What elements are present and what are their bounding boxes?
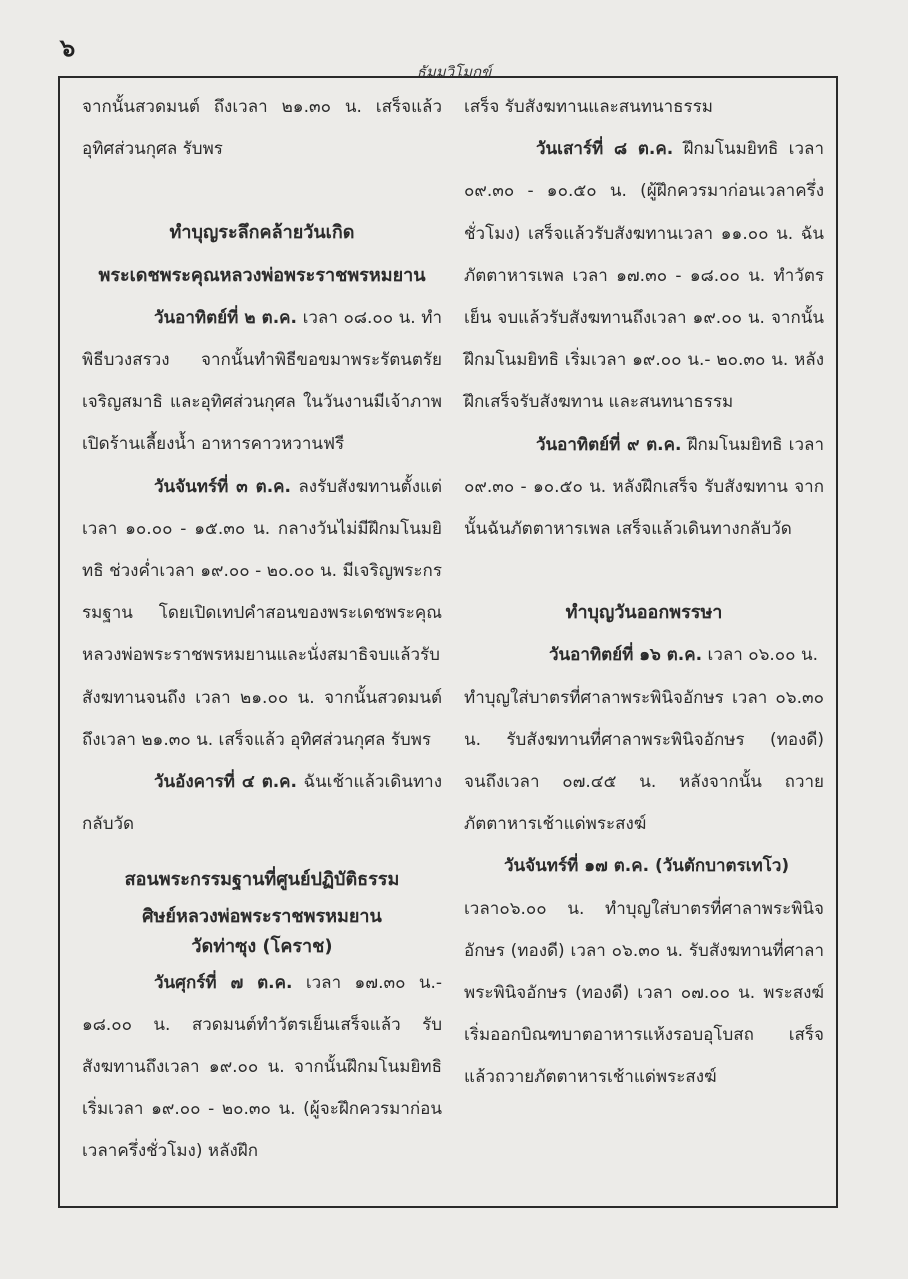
schedule-oct-4 [82, 761, 442, 845]
page-number: ๖ [60, 34, 76, 62]
right-paragraph-1: เสร็จ รับสังฆทานและสนทนาธรรม [464, 97, 713, 117]
left-column [82, 86, 442, 1173]
right-column [464, 86, 824, 1099]
day-label: วันอาทิตย์ที่ ๙ ต.ค. [536, 434, 682, 455]
heading-birthday-merit-line2: พระเดชพระคุณหลวงพ่อพระราชพรหมยาน [98, 264, 426, 286]
day-label: วันอาทิตย์ที่ ๒ ต.ค. [154, 307, 298, 328]
schedule-oct-16: ทำบุญใส่บาตรที่ศาลาพระพินิจอักษร เวลา ๐๖.๓๐ น. รับสังฆทานที่ศาลาพระพินิจอักษร (ทองดี) จนถึงเวลา ๐๗.๔๕ น. หลังจากนั้น ถวายภัตตาหารเช้าแด่พระสงฆ์ [464, 687, 824, 835]
schedule-time: เวลา ๐๖.๐๐ น. [702, 645, 818, 666]
day-label: วันศุกร์ที่ ๗ ต.ค. [154, 972, 293, 993]
heading-meditation-center: สอนพระกรรมฐานที่ศูนย์ปฏิบัติธรรม [124, 869, 400, 891]
spacer [82, 845, 442, 859]
spacer [82, 170, 442, 212]
heading-meditation-center-line3: วัดท่าซุง (โคราช) [191, 935, 333, 957]
schedule-oct-17: เวลา๐๖.๐๐ น. ทำบุญใส่บาตรที่ศาลาพระพินิจอักษร (ทองดี) เวลา ๐๖.๓๐ น. รับสังฆทานที่ศาลาพระพินิจอักษร (ทองดี) เวลา ๐๗.๐๐ น. พระสงฆ์ เริ่มออกบิณฑบาตอาหารแห้งรอบอุโบสถ เสร็จแล้วถวายภัตตาหารเช้าแด่พระสงฆ์ [464, 898, 824, 1088]
day-label: วันอาทิตย์ที่ ๑๖ ต.ค. [549, 645, 703, 666]
heading-end-of-lent: ทำบุญวันออกพรรษา [565, 602, 723, 624]
schedule-oct-3 [82, 466, 442, 761]
day-label: วันจันทร์ที่ ๓ ต.ค. [154, 476, 291, 497]
schedule-text: ฝึกมโนมยิทธิ เวลา ๐๙.๓๐ - ๑๐.๕๐ น. หลังฝึกเสร็จ รับสังฆทาน จากนั้นฉันภัตตาหารเพล เสร็จแล้วเดินทางกลับวัด [464, 434, 825, 540]
day-label: วันอังคารที่ ๔ ต.ค. [154, 772, 298, 793]
schedule-oct-2 [82, 297, 442, 466]
schedule-text: เวลา ๐๘.๐๐ น. ทำพิธีบวงสรวง จากนั้นทำพิธีขอขมาพระรัตนตรัย เจริญสมาธิ และอุทิศส่วนกุศล ในวันงานมีเจ้าภาพเปิดร้านเลี้ยงน้ำ อาหารคาวหวานฟรี [82, 307, 442, 455]
schedule-text: ฉันเช้าแล้วเดินทางกลับวัด [82, 772, 443, 835]
schedule-oct-7 [82, 962, 442, 1173]
schedule-oct-9 [464, 424, 824, 551]
schedule-oct-16-header [464, 634, 824, 676]
schedule-oct-8 [464, 128, 824, 423]
schedule-text: ฝึกมโนมยิทธิ เวลา ๐๙.๓๐ - ๑๐.๕๐ น. (ผู้ฝึกควรมาก่อนเวลาครึ่งชั่วโมง) เสร็จแล้วรับสังฆทานเวลา ๑๑.๐๐ น. ฉันภัตตาหารเพล เวลา ๑๗.๓๐ - ๑๘.๐๐ น. ทำวัตรเย็น จบแล้วรับสังฆทานถึงเวลา ๑๙.๐๐ น. จากนั้นฝึกมโนมยิทธิ เริ่มเวลา ๑๙.๐๐ น.- ๒๐.๓๐ น. หลังฝึกเสร็จรับสังฆทาน และสนทนาธรรม [464, 139, 824, 413]
heading-birthday-merit: ทำบุญระลึกคล้ายวันเกิด [169, 222, 355, 244]
day-label: วันเสาร์ที่ ๘ ต.ค. [536, 139, 674, 160]
spacer [464, 550, 824, 592]
header-title: ธัมมวิโมกข์ [416, 63, 492, 81]
day-label: วันจันทร์ที่ ๑๗ ต.ค. (วันตักบาตรเทโว) [504, 856, 790, 877]
left-paragraph-1: จากนั้นสวดมนต์ ถึงเวลา ๒๑.๓๐ น. เสร็จแล้ว อุทิศส่วนกุศล รับพร [82, 97, 442, 160]
content-frame [58, 76, 838, 1208]
schedule-oct-17-header [464, 845, 824, 887]
heading-meditation-center-line2: ศิษย์หลวงพ่อพระราชพรหมยาน [142, 905, 382, 927]
schedule-text: ลงรับสังฆทานตั้งแต่เวลา ๑๐.๐๐ - ๑๕.๓๐ น. กลางวันไม่มีฝึกมโนมยิทธิ ช่วงค่ำเวลา ๑๙.๐๐ - ๒๐.๐๐ น. มีเจริญพระกรรมฐาน โดยเปิดเทปคำสอนของพระเดชพระคุณหลวงพ่อพระราชพรหมยานและนั่งสมาธิจบแล้วรับสังฆทานจนถึง เวลา ๒๑.๐๐ น. จากนั้นสวดมนต์ถึงเวลา ๒๑.๓๐ น. เสร็จแล้ว อุทิศส่วนกุศล รับพร [82, 476, 442, 750]
schedule-text: เวลา ๑๗.๓๐ น.- ๑๘.๐๐ น. สวดมนต์ทำวัตรเย็นเสร็จแล้ว รับสังฆทานถึงเวลา ๑๙.๐๐ น. จากนั้นฝึกมโนมยิทธิ เริ่มเวลา ๑๙.๐๐ - ๒๐.๓๐ น. (ผู้จะฝึกควรมาก่อนเวลาครึ่งชั่วโมง) หลังฝึก [82, 972, 442, 1162]
